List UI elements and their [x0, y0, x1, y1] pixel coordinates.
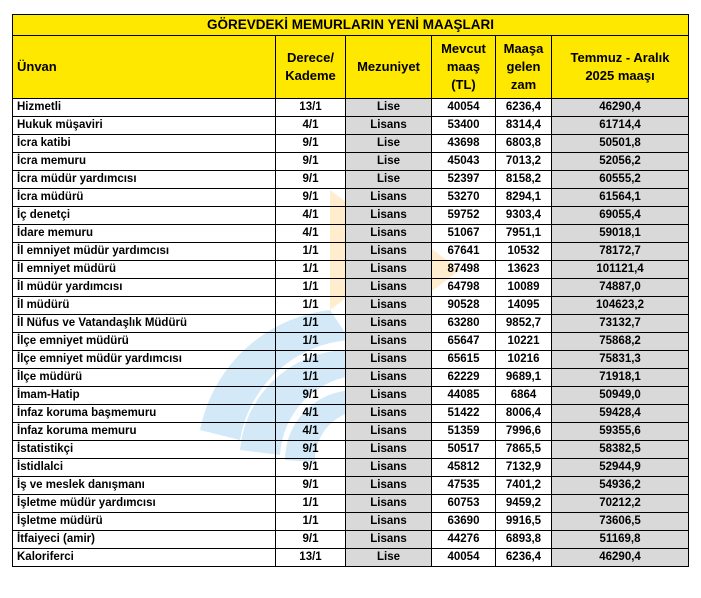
cell-mevcut: 62229 — [432, 369, 496, 387]
cell-unvan: İmam-Hatip — [13, 387, 276, 405]
cell-unvan: İl müdürü — [13, 297, 276, 315]
cell-zam: 6236,4 — [496, 549, 552, 567]
cell-mezuniyet: Lisans — [346, 369, 432, 387]
cell-derece: 1/1 — [276, 369, 346, 387]
header-mevcut-line1: Mevcut — [441, 41, 486, 56]
cell-mezuniyet: Lisans — [346, 387, 432, 405]
cell-derece: 1/1 — [276, 243, 346, 261]
cell-derece: 13/1 — [276, 549, 346, 567]
table-row — [13, 549, 689, 567]
header-unvan: Ünvan — [13, 36, 276, 99]
cell-total: 59018,1 — [552, 225, 689, 243]
header-derece-line2: Kademe — [285, 68, 336, 83]
cell-total: 101121,4 — [552, 261, 689, 279]
cell-derece: 9/1 — [276, 459, 346, 477]
cell-unvan: İşletme müdürü — [13, 513, 276, 531]
cell-zam: 7996,6 — [496, 423, 552, 441]
cell-mevcut: 51067 — [432, 225, 496, 243]
cell-zam: 7132,9 — [496, 459, 552, 477]
cell-derece: 9/1 — [276, 171, 346, 189]
cell-mevcut: 47535 — [432, 477, 496, 495]
cell-derece: 9/1 — [276, 387, 346, 405]
cell-mezuniyet: Lise — [346, 549, 432, 567]
table-row — [13, 369, 689, 387]
cell-mevcut: 45812 — [432, 459, 496, 477]
table-row — [13, 261, 689, 279]
cell-zam: 10089 — [496, 279, 552, 297]
cell-mezuniyet: Lisans — [346, 405, 432, 423]
cell-total: 52056,2 — [552, 153, 689, 171]
cell-unvan: İnfaz koruma memuru — [13, 423, 276, 441]
cell-mevcut: 40054 — [432, 99, 496, 117]
cell-total: 73606,5 — [552, 513, 689, 531]
cell-mezuniyet: Lisans — [346, 189, 432, 207]
cell-zam: 10221 — [496, 333, 552, 351]
cell-mevcut: 44276 — [432, 531, 496, 549]
cell-derece: 9/1 — [276, 153, 346, 171]
cell-zam: 8294,1 — [496, 189, 552, 207]
cell-mevcut: 44085 — [432, 387, 496, 405]
cell-mezuniyet: Lisans — [346, 423, 432, 441]
cell-unvan: İç denetçi — [13, 207, 276, 225]
cell-derece: 9/1 — [276, 135, 346, 153]
cell-derece: 13/1 — [276, 99, 346, 117]
table-row — [13, 297, 689, 315]
cell-mezuniyet: Lisans — [346, 333, 432, 351]
cell-zam: 9303,4 — [496, 207, 552, 225]
cell-mevcut: 64798 — [432, 279, 496, 297]
salary-table-container — [12, 14, 688, 567]
cell-mezuniyet: Lise — [346, 99, 432, 117]
cell-mezuniyet: Lise — [346, 171, 432, 189]
cell-total: 70212,2 — [552, 495, 689, 513]
cell-derece: 4/1 — [276, 207, 346, 225]
header-zam-line1: Maaşa — [503, 41, 544, 56]
table-row — [13, 387, 689, 405]
cell-total: 51169,8 — [552, 531, 689, 549]
cell-derece: 1/1 — [276, 279, 346, 297]
cell-mezuniyet: Lisans — [346, 495, 432, 513]
cell-zam: 6803,8 — [496, 135, 552, 153]
cell-derece: 9/1 — [276, 477, 346, 495]
table-body — [13, 99, 689, 567]
cell-unvan: İcra müdür yardımcısı — [13, 171, 276, 189]
cell-derece: 9/1 — [276, 531, 346, 549]
cell-total: 61564,1 — [552, 189, 689, 207]
cell-derece: 4/1 — [276, 405, 346, 423]
cell-derece: 1/1 — [276, 297, 346, 315]
cell-mezuniyet: Lisans — [346, 207, 432, 225]
cell-unvan: İcra memuru — [13, 153, 276, 171]
cell-unvan: İlçe emniyet müdür yardımcısı — [13, 351, 276, 369]
cell-mevcut: 90528 — [432, 297, 496, 315]
cell-unvan: İtfaiyeci (amir) — [13, 531, 276, 549]
cell-total: 74887,0 — [552, 279, 689, 297]
cell-total: 78172,7 — [552, 243, 689, 261]
table-row — [13, 225, 689, 243]
cell-zam: 14095 — [496, 297, 552, 315]
cell-unvan: İlçe emniyet müdürü — [13, 333, 276, 351]
cell-mezuniyet: Lisans — [346, 459, 432, 477]
cell-total: 50949,0 — [552, 387, 689, 405]
cell-zam: 7401,2 — [496, 477, 552, 495]
header-total-line2: 2025 maaşı — [585, 68, 655, 83]
table-row — [13, 513, 689, 531]
cell-zam: 9852,7 — [496, 315, 552, 333]
cell-mezuniyet: Lisans — [346, 225, 432, 243]
table-row — [13, 153, 689, 171]
cell-mezuniyet: Lisans — [346, 261, 432, 279]
table-row — [13, 477, 689, 495]
table-row — [13, 315, 689, 333]
cell-unvan: Kaloriferci — [13, 549, 276, 567]
table-row — [13, 171, 689, 189]
cell-total: 59355,6 — [552, 423, 689, 441]
cell-zam: 7865,5 — [496, 441, 552, 459]
cell-derece: 9/1 — [276, 441, 346, 459]
table-row — [13, 441, 689, 459]
cell-zam: 6236,4 — [496, 99, 552, 117]
cell-mezuniyet: Lisans — [346, 513, 432, 531]
cell-total: 104623,2 — [552, 297, 689, 315]
table-row — [13, 351, 689, 369]
table-row — [13, 207, 689, 225]
cell-derece: 1/1 — [276, 495, 346, 513]
cell-unvan: İl emniyet müdür yardımcısı — [13, 243, 276, 261]
cell-zam: 6864 — [496, 387, 552, 405]
header-mevcut — [432, 36, 496, 99]
cell-unvan: İlçe müdürü — [13, 369, 276, 387]
cell-zam: 8006,4 — [496, 405, 552, 423]
table-row — [13, 99, 689, 117]
cell-mevcut: 43698 — [432, 135, 496, 153]
cell-mevcut: 63690 — [432, 513, 496, 531]
cell-total: 61714,4 — [552, 117, 689, 135]
cell-mevcut: 51359 — [432, 423, 496, 441]
table-row — [13, 459, 689, 477]
header-mezuniyet: Mezuniyet — [346, 36, 432, 99]
cell-mezuniyet: Lisans — [346, 441, 432, 459]
cell-zam: 9459,2 — [496, 495, 552, 513]
cell-mezuniyet: Lise — [346, 153, 432, 171]
header-zam-line3: zam — [510, 77, 537, 92]
cell-derece: 1/1 — [276, 333, 346, 351]
cell-derece: 1/1 — [276, 351, 346, 369]
table-row — [13, 333, 689, 351]
cell-unvan: Hizmetli — [13, 99, 276, 117]
cell-unvan: İstatistikçi — [13, 441, 276, 459]
cell-total: 75831,3 — [552, 351, 689, 369]
cell-derece: 1/1 — [276, 513, 346, 531]
table-row — [13, 189, 689, 207]
cell-mevcut: 51422 — [432, 405, 496, 423]
cell-unvan: İcra katibi — [13, 135, 276, 153]
cell-zam: 7951,1 — [496, 225, 552, 243]
cell-total: 46290,4 — [552, 99, 689, 117]
cell-mevcut: 53400 — [432, 117, 496, 135]
salary-table — [12, 14, 689, 567]
cell-total: 60555,2 — [552, 171, 689, 189]
cell-total: 69055,4 — [552, 207, 689, 225]
cell-zam: 7013,2 — [496, 153, 552, 171]
cell-unvan: İl Nüfus ve Vatandaşlık Müdürü — [13, 315, 276, 333]
cell-mevcut: 60753 — [432, 495, 496, 513]
cell-derece: 9/1 — [276, 189, 346, 207]
cell-mevcut: 59752 — [432, 207, 496, 225]
cell-zam: 6893,8 — [496, 531, 552, 549]
cell-zam: 9689,1 — [496, 369, 552, 387]
title-row — [13, 15, 689, 36]
cell-mevcut: 65615 — [432, 351, 496, 369]
cell-mezuniyet: Lisans — [346, 351, 432, 369]
cell-total: 50501,8 — [552, 135, 689, 153]
cell-mezuniyet: Lisans — [346, 531, 432, 549]
cell-mezuniyet: Lisans — [346, 315, 432, 333]
cell-mevcut: 52397 — [432, 171, 496, 189]
cell-mezuniyet: Lisans — [346, 477, 432, 495]
cell-total: 59428,4 — [552, 405, 689, 423]
cell-unvan: İl müdür yardımcısı — [13, 279, 276, 297]
cell-unvan: İl emniyet müdürü — [13, 261, 276, 279]
cell-mevcut: 40054 — [432, 549, 496, 567]
cell-unvan: İcra müdürü — [13, 189, 276, 207]
cell-mevcut: 67641 — [432, 243, 496, 261]
cell-unvan: İşletme müdür yardımcısı — [13, 495, 276, 513]
cell-total: 75868,2 — [552, 333, 689, 351]
cell-zam: 8158,2 — [496, 171, 552, 189]
table-row — [13, 279, 689, 297]
cell-total: 52944,9 — [552, 459, 689, 477]
header-mevcut-line2: maaş (TL) — [446, 59, 481, 92]
cell-derece: 4/1 — [276, 423, 346, 441]
cell-unvan: İstidlalci — [13, 459, 276, 477]
header-derece — [276, 36, 346, 99]
table-title: GÖREVDEKİ MEMURLARIN YENİ MAAŞLARI — [13, 15, 689, 36]
cell-derece: 1/1 — [276, 261, 346, 279]
table-row — [13, 135, 689, 153]
cell-mezuniyet: Lisans — [346, 117, 432, 135]
cell-derece: 4/1 — [276, 225, 346, 243]
table-row — [13, 405, 689, 423]
cell-mevcut: 65647 — [432, 333, 496, 351]
cell-total: 58382,5 — [552, 441, 689, 459]
table-row — [13, 117, 689, 135]
cell-mezuniyet: Lisans — [346, 243, 432, 261]
cell-mevcut: 50517 — [432, 441, 496, 459]
cell-mezuniyet: Lisans — [346, 279, 432, 297]
header-zam — [496, 36, 552, 99]
cell-total: 54936,2 — [552, 477, 689, 495]
cell-mevcut: 53270 — [432, 189, 496, 207]
cell-unvan: İnfaz koruma başmemuru — [13, 405, 276, 423]
cell-mezuniyet: Lisans — [346, 297, 432, 315]
table-row — [13, 495, 689, 513]
cell-zam: 10216 — [496, 351, 552, 369]
cell-zam: 9916,5 — [496, 513, 552, 531]
cell-total: 71918,1 — [552, 369, 689, 387]
cell-zam: 10532 — [496, 243, 552, 261]
header-derece-line1: Derece/ — [287, 50, 334, 65]
cell-zam: 13623 — [496, 261, 552, 279]
cell-total: 73132,7 — [552, 315, 689, 333]
header-total — [552, 36, 689, 99]
cell-mevcut: 63280 — [432, 315, 496, 333]
cell-unvan: Hukuk müşaviri — [13, 117, 276, 135]
cell-derece: 1/1 — [276, 315, 346, 333]
table-row — [13, 531, 689, 549]
header-row — [13, 36, 689, 99]
header-zam-line2: gelen — [506, 59, 541, 74]
cell-unvan: İdare memuru — [13, 225, 276, 243]
cell-mezuniyet: Lise — [346, 135, 432, 153]
table-row — [13, 243, 689, 261]
cell-total: 46290,4 — [552, 549, 689, 567]
cell-unvan: İş ve meslek danışmanı — [13, 477, 276, 495]
cell-mevcut: 87498 — [432, 261, 496, 279]
cell-derece: 4/1 — [276, 117, 346, 135]
header-total-line1: Temmuz - Aralık — [570, 50, 670, 65]
cell-mevcut: 45043 — [432, 153, 496, 171]
cell-zam: 8314,4 — [496, 117, 552, 135]
table-row — [13, 423, 689, 441]
